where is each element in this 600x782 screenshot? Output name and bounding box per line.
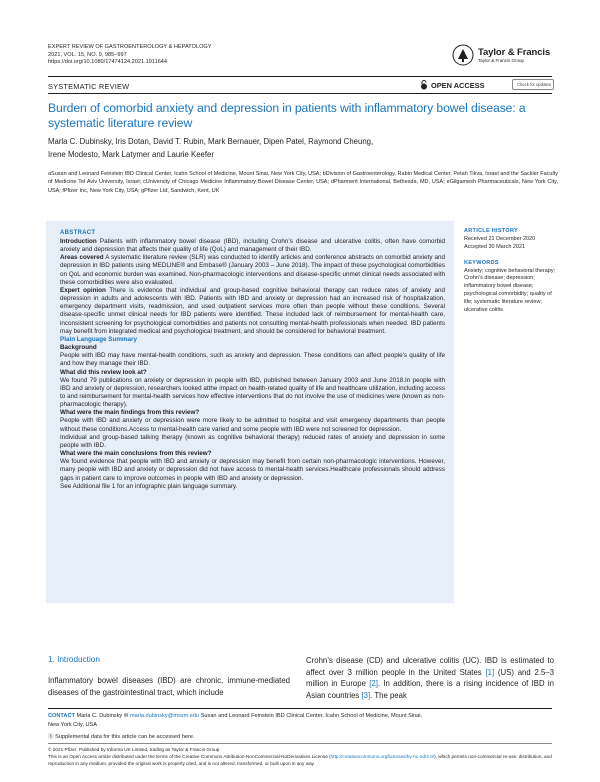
pls-question-3: What were the main conclusions from this review? [60, 450, 212, 458]
check-updates-label: Check for updates [517, 82, 551, 87]
pls-additional-file: See Additional file 1 for an infographic plain language summary. [60, 482, 238, 490]
header-rule [48, 76, 552, 77]
supplemental-note: ⓑ Supplemental data for this article can be accessed here. [48, 734, 195, 740]
license-link[interactable]: http://creativecommons.org/licenses/by-nc-nd/4.0/ [330, 754, 435, 759]
history-accepted: Accepted 30 March 2021 [464, 243, 526, 250]
check-updates-button[interactable] [512, 79, 554, 90]
journal-doi[interactable]: https://doi.org/10.1080/17474124.2021.1911644 [48, 59, 168, 66]
pls-answer-1: We found 79 publications on anxiety or depression in people with IBD, published between January 2003 and June 2018.In people with IBD and anxiety or depression, researchers looked atthe impact on health-related quality of life and healthcare utilization, including access to and reimbursement for mental-health services how effective interventions that do not involve the use of medicines were (known as non-pharmacologic therapy). [60, 376, 445, 409]
publisher-sub: Taylor & Francis Group [478, 58, 525, 63]
publisher-emblem-icon [452, 44, 474, 66]
contact-city: New York City, USA [48, 722, 98, 728]
copyright-rule [48, 743, 552, 744]
info-icon: ⓑ [48, 734, 56, 740]
authors-line-1: Marla C. Dubinsky, Iris Dotan, David T. Rubin, Mark Bernauer, Dipen Patel, Raymond Cheung, [48, 137, 374, 146]
history-received: Received 21 December 2020 [464, 236, 536, 242]
ref-link-3[interactable]: [3] [361, 690, 371, 700]
open-access-label: OPEN ACCESS [431, 80, 485, 90]
license-text: This is an Open Access article distributed under the terms of the Creative Commons Attribution-NonCommercial-NoDerivatives License (http://creativecommons.org/licenses/by-nc-nd/4.0/), which permits non-commercial re-use, distribution, and reproduction in any medium, provided the original work is properly cited, and is not altered, transformed, or built upon in any way. [48, 754, 552, 766]
abstract-areas: Areas covered A systematic literature review (SLR) was conducted to identify articles and conference abstracts on comorbid anxiety and depression in IBD patients using MEDLINE® and Embase® (January 2003 – June 2018). The impact of these psychological comorbidities on QoL and economic burden was examined. Non-pharmacologic interventions and disease-specific unmet clinical needs associated with these comorbidities were also evaluated. [60, 254, 445, 286]
intro-column-1: Inflammatory bowel diseases (IBD) are chronic, immune-mediated diseases of the gastrointestinal tract, which include [48, 676, 290, 697]
contact-rule [48, 708, 552, 709]
pls-background: People with IBD may have mental-health conditions, such as anxiety and depression. These conditions can affect people’s quality of life and how they manage their IBD. [60, 352, 445, 368]
copyright-block [48, 746, 558, 767]
pls-answer-2b: Individual and group-based talking therapy (known as cognitive behavioral therapy) reduced rates of anxiety and depression in some people with IBD. [60, 433, 445, 449]
article-title: Burden of comorbid anxiety and depression in patients with inflammatory bowel disease: a systematic literature review [48, 101, 526, 130]
abstract-expert: Expert opinion There is evidence that individual and group-based cognitive behavioral therapy can reduce rates of anxiety and depression in adults and adolescents with IBD. Patients with IBD and anxiety or depression had an increased risk of hospitalization, emergency department visits, readmission, and used outpatient services more often than people without these conditions. Several disease-specific unmet clinical needs for IBD patients were identified. These included lack of reimbursement for mental-health care, inconsistent screening for psychological comorbidities and patients not consulting mental-health professionals when needed. IBD patients may benefit from integrated medical and psychological treatment, and should be considered for behavioral treatment. [60, 286, 445, 335]
abstract-label: ABSTRACT [60, 230, 96, 236]
title-rule [48, 93, 552, 94]
authors-line-2: Irene Modesto, Mark Latymer and Laurie Keefer [48, 149, 214, 159]
intro-column-2: Crohn’s disease (CD) and ulcerative colitis (UC). IBD is estimated to affect over 3 million people in the United States [1] (US) and 2.5–3 million in Europe [2]. In addition, there is a rising incidence of IBD in Asian countries [3]. The peak [306, 656, 554, 700]
keywords-text: Anxiety; cognitive behavioral therapy; Crohn’s disease; depression; inflammatory bowel disease; psychological comorbidity; quality of life; systematic literature review; ulcerative colitis [464, 267, 556, 313]
journal-volume: 2021, VOL. 15, NO. 9, 985–997 [48, 51, 127, 58]
contact-address: Susan and Leonard Feinstein IBD Clinical Center, Icahn School of Medicine, Mount Sinai, [200, 713, 423, 719]
journal-info [48, 44, 212, 67]
author-list [48, 136, 558, 161]
article-sidebar [464, 228, 560, 314]
journal-name: EXPERT REVIEW OF GASTROENTEROLOGY & HEPATOLOGY [48, 44, 212, 50]
pls-answer-3: We found evidence that people with IBD and anxiety or depression may benefit from certain non-pharmacologic interventions. However, many people with IBD and anxiety or depression did not have access to mental-health services.Healthcare professionals should address gaps in patient care to improve outcomes in people with IBD and anxiety or depression. [60, 458, 445, 482]
contact-email[interactable]: marla.dubinsky@mssm.edu [130, 713, 200, 719]
pls-background-head: Background [60, 344, 97, 352]
contact-info [48, 712, 558, 730]
publisher-name: Taylor & Francis [478, 47, 551, 58]
pls-answer-2: People with IBD and anxiety or depression were more likely to be admitted to hospital and visit emergency departments than people without these conditions.Access to mental-health care varied and some people with IBD were not screened for depression. [60, 417, 445, 433]
email-icon: ✉ [123, 713, 129, 719]
open-access-badge [420, 80, 485, 90]
pls-question-2: What were the main findings from this review? [60, 409, 200, 417]
pls-question-1: What did this review look at? [60, 368, 147, 376]
abstract-body [60, 238, 445, 491]
ref-link-1[interactable]: [1] [485, 667, 495, 677]
contact-label: CONTACT [48, 713, 75, 719]
keywords-label: KEYWORDS [464, 259, 499, 266]
ref-link-2[interactable]: [2] [369, 679, 378, 689]
abstract-areas-head: Areas covered [60, 254, 104, 262]
contact-name: Marla C. Dubinsky [76, 713, 123, 719]
intro-heading: 1. Introduction [48, 655, 100, 664]
publisher-logo [452, 40, 562, 70]
history-label: ARTICLE HISTORY [464, 228, 519, 234]
abstract-expert-head: Expert opinion [60, 286, 106, 294]
pls-heading: Plain Language Summary [60, 335, 137, 343]
affiliations: aSusan and Leonard Feinstein IBD Clinical Center, Icahn School of Medicine, Mount Sinai, New York City, USA; bDivision of Gastroenterology, Rabin Medical Center, Petah Tikva, Israel and the Sackler Faculty of Medicine Tel Aviv University, Israel; cUniversity of Chicago Medicine Inflammatory Bowel Disease Center, USA; dPharmerit International, Bethesda, MD, USA; eGilgamesh Pharmaceuticals, New York City, USA; fPfizer Inc, New York City, USA; gPfizer Ltd, Sandwich, Kent, UK [48, 171, 558, 194]
open-lock-icon [420, 80, 428, 90]
abstract-intro-head: Introduction [60, 238, 97, 245]
article-type: SYSTEMATIC REVIEW [48, 82, 130, 91]
copyright-line: © 2021 Pfizer. Published by Informa UK Limited, trading as Taylor & Francis Group [48, 747, 220, 752]
abstract-intro: Introduction Patients with inflammatory bowel disease (IBD), including Crohn’s disease and ulcerative colitis, often have comorbid anxiety and depression that affects their quality of life (QoL) and management of their IBD. [60, 238, 445, 254]
